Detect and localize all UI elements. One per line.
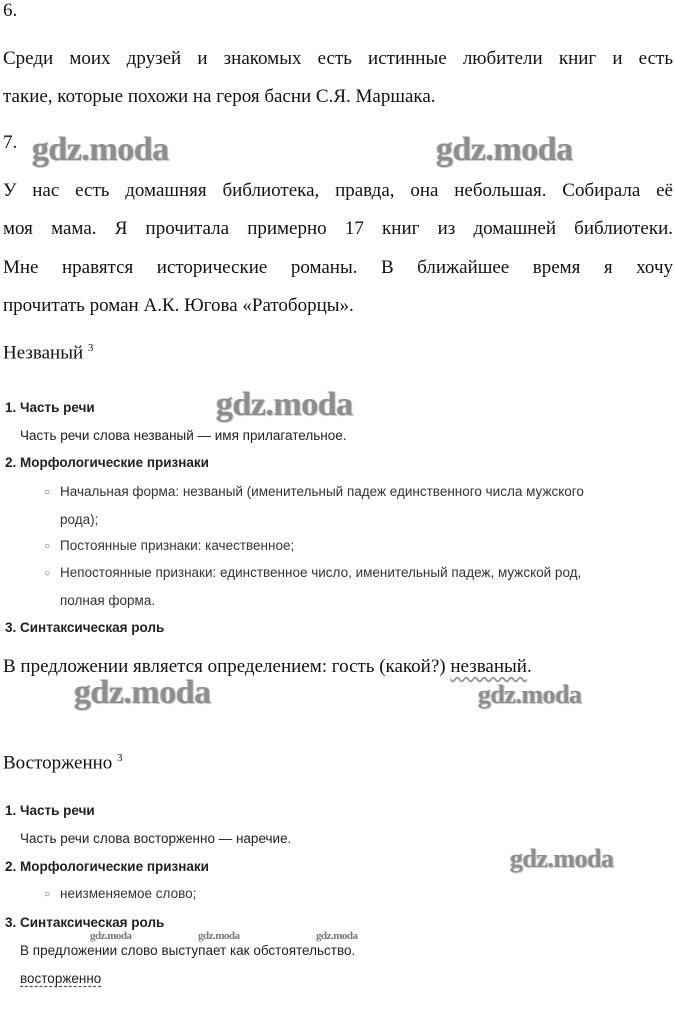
superscript: 3 xyxy=(87,342,94,354)
sentence-suffix: . xyxy=(526,656,532,677)
watermark: gdz.moda xyxy=(216,386,353,423)
bullet-icon: ○ xyxy=(44,568,51,579)
bullet-text: рода); xyxy=(60,512,99,527)
bullet-text: полная форма. xyxy=(60,593,156,608)
item-title: 2. Морфологические признаки xyxy=(5,455,209,470)
item-text: Часть речи слова восторженно — наречие. xyxy=(20,831,292,846)
item-title: 3. Синтаксическая роль xyxy=(5,620,165,635)
word-heading xyxy=(3,752,123,774)
word-title: Незваный xyxy=(3,342,84,364)
watermark: gdz.moda xyxy=(198,930,240,942)
task-number-6: 6. xyxy=(3,0,18,21)
task7-line-2: моя мама. Я прочитала примерно 17 книг из домашней библиотеки. xyxy=(3,218,673,239)
watermark: gdz.moda xyxy=(478,680,582,709)
task7-line-1: У нас есть домашняя библиотека, правда, она небольшая. Собирала её xyxy=(3,180,673,201)
item-title: 1. Часть речи xyxy=(5,803,95,818)
task6-line-2: такие, которые похожи на героя басни С.Я. Маршака. xyxy=(3,86,436,107)
watermark: gdz.moda xyxy=(510,844,614,873)
underlined-word: восторженно xyxy=(20,971,102,986)
sentence-word: незваный xyxy=(450,656,527,677)
bullet-text: Непостоянные признаки: единственное число, именительный падеж, мужской род, xyxy=(60,565,582,580)
superscript: 3 xyxy=(117,752,123,764)
item-text: В предложении слово выступает как обстоятельство. xyxy=(20,943,356,958)
bullet-icon: ○ xyxy=(44,487,51,498)
bullet-text: неизменяемое слово; xyxy=(60,886,197,901)
watermark: gdz.moda xyxy=(32,131,169,168)
item-text: Часть речи слова незваный — имя прилагательное. xyxy=(20,428,347,443)
watermark: gdz.moda xyxy=(316,930,358,942)
task7-line-4: прочитать роман А.К. Югова «Ратоборцы». xyxy=(3,295,354,316)
item-title: 2. Морфологические признаки xyxy=(5,859,209,874)
word-title: Восторженно xyxy=(3,752,113,774)
word-heading xyxy=(3,342,93,364)
sentence-prefix: В предложении является определением: гость (какой?) xyxy=(3,656,451,677)
item-title: 1. Часть речи xyxy=(5,400,95,415)
task-number-7: 7. xyxy=(3,132,18,153)
task7-line-3: Мне нравятся исторические романы. В ближайшее время я хочу xyxy=(3,257,673,278)
bullet-text: Начальная форма: незваный (именительный падеж единственного числа мужского xyxy=(60,484,584,499)
watermark: gdz.moda xyxy=(436,131,573,168)
bullet-text: Постоянные признаки: качественное; xyxy=(60,538,295,553)
watermark: gdz.moda xyxy=(74,674,211,711)
task6-line-1: Среди моих друзей и знакомых есть истинные любители книг и есть xyxy=(3,48,673,69)
bullet-icon: ○ xyxy=(44,889,51,900)
bullet-icon: ○ xyxy=(44,541,51,552)
item-title: 3. Синтаксическая роль xyxy=(5,915,165,930)
watermark: gdz.moda xyxy=(90,930,132,942)
